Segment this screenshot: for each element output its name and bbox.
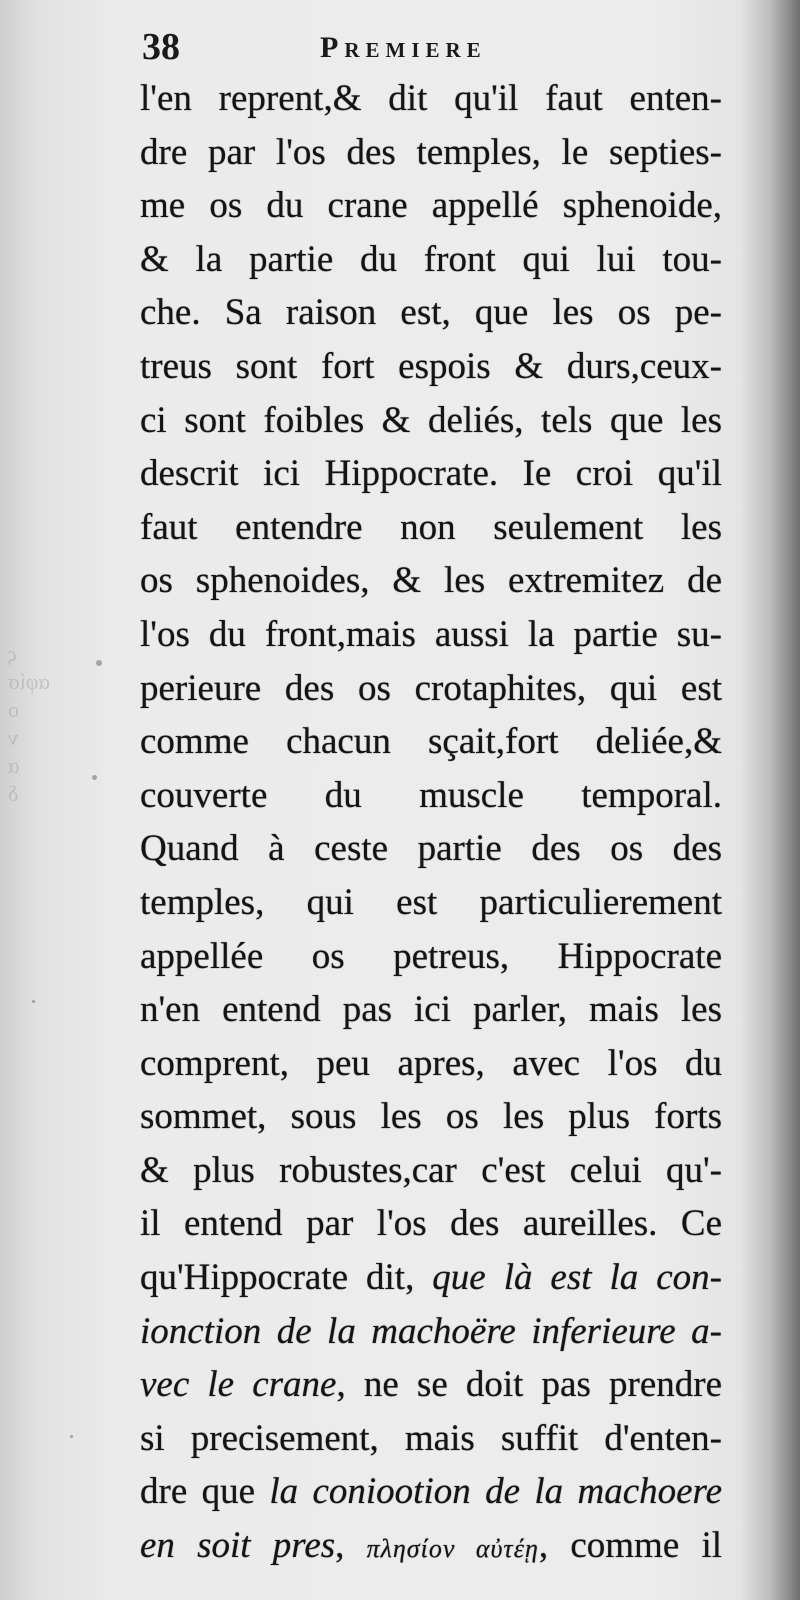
- bleed-glyph: ν: [8, 725, 18, 750]
- text-line: [140, 1465, 722, 1519]
- text-line: [140, 1197, 722, 1251]
- text-segment: dre que: [140, 1471, 270, 1513]
- text-line: [140, 126, 722, 180]
- body-text: [140, 72, 722, 1573]
- page-number: 38: [142, 26, 180, 68]
- text-segment: , ne se doit pas prendre: [336, 1364, 722, 1406]
- text-segment: si precisement, mais suffit d'enten-: [140, 1417, 722, 1459]
- text-line: [140, 662, 722, 716]
- text-segment: comprent, peu apres, avec l'os du: [140, 1042, 722, 1084]
- bleed-glyph: δ: [8, 781, 19, 806]
- ink-speck: [96, 660, 102, 666]
- text-line: [140, 447, 722, 501]
- text-line: [140, 394, 722, 448]
- text-segment: l'os du front,mais aussi la partie su-: [140, 613, 722, 655]
- text-line: [140, 769, 722, 823]
- text-line: [140, 1090, 722, 1144]
- text-segment: treus sont fort espois & durs,ceux-: [140, 345, 722, 387]
- text-segment: l'en reprent,& dit qu'il faut enten-: [140, 78, 722, 119]
- text-segment: temples, qui est particulierement: [140, 881, 722, 923]
- text-line: [140, 1358, 722, 1412]
- text-line: [140, 1305, 722, 1359]
- text-segment: descrit ici Hippocrate. Ie croi qu'il: [140, 453, 722, 495]
- text-line: [140, 983, 722, 1037]
- text-segment: , comme il: [538, 1525, 723, 1567]
- text-line: [140, 876, 722, 930]
- greek-phrase: πλησίον αὐτέῃ: [366, 1534, 539, 1564]
- running-title: Premiere: [320, 31, 487, 64]
- bleed-glyph: ς: [8, 641, 17, 666]
- bleed-through-text: [8, 640, 128, 830]
- text-segment: Quand à ceste partie des os des: [140, 828, 722, 870]
- text-segment: dre par l'os des temples, le septies-: [140, 131, 722, 173]
- bleed-glyph: αφίσ: [8, 669, 51, 694]
- bleed-glyph: α: [8, 753, 20, 778]
- text-line: [140, 501, 722, 555]
- text-line: [140, 72, 722, 126]
- text-line: [140, 554, 722, 608]
- italic-quotation: ionction de la machoëre inferieure a-: [140, 1310, 722, 1352]
- text-line: [140, 233, 722, 287]
- text-line: [140, 715, 722, 769]
- text-segment: me os du crane appellé sphenoide,: [140, 185, 722, 227]
- text-line: [140, 179, 722, 233]
- text-line: [140, 1251, 722, 1305]
- text-line: [140, 930, 722, 984]
- text-segment: & plus robustes,car c'est celui qu'-: [140, 1149, 722, 1191]
- text-segment: il entend par l'os des aureilles. Ce: [140, 1203, 722, 1245]
- text-line: [140, 286, 722, 340]
- bleed-glyph: ο: [8, 697, 19, 722]
- text-line: [140, 340, 722, 394]
- text-segment: qu'Hippocrate dit,: [140, 1257, 433, 1299]
- italic-quotation: en soit pres: [140, 1525, 336, 1567]
- running-head: [140, 22, 720, 72]
- text-line: [140, 1519, 722, 1573]
- text-segment: appellée os petreus, Hippocrate: [140, 935, 722, 977]
- text-line: [140, 1412, 722, 1466]
- text-segment: couverte du muscle temporal.: [140, 774, 722, 816]
- text-segment: sommet, sous les os les plus forts: [140, 1096, 722, 1138]
- text-segment: & la partie du front qui lui tou-: [140, 238, 722, 280]
- ink-speck: [32, 1000, 35, 1003]
- text-segment: n'en entend pas ici parler, mais les: [140, 989, 722, 1031]
- text-segment: ,: [335, 1525, 367, 1567]
- italic-quotation: que là est la con-: [432, 1257, 722, 1299]
- italic-quotation: vec le crane: [140, 1364, 337, 1406]
- text-line: [140, 1037, 722, 1091]
- text-segment: ci sont foibles & deliés, tels que les: [140, 399, 722, 441]
- text-segment: comme chacun sçait,fort deliée,&: [140, 721, 722, 763]
- text-segment: che. Sa raison est, que les os pe-: [140, 292, 722, 334]
- italic-quotation: la coniootion de la machoere: [269, 1471, 722, 1513]
- text-line: [140, 608, 722, 662]
- ink-speck: [92, 775, 97, 780]
- text-segment: faut entendre non seulement les: [140, 506, 722, 548]
- ink-speck: [70, 1435, 73, 1438]
- text-line: [140, 1144, 722, 1198]
- text-line: [140, 822, 722, 876]
- text-segment: perieure des os crotaphites, qui est: [140, 667, 722, 709]
- text-segment: os sphenoides, & les extremitez de: [140, 560, 722, 602]
